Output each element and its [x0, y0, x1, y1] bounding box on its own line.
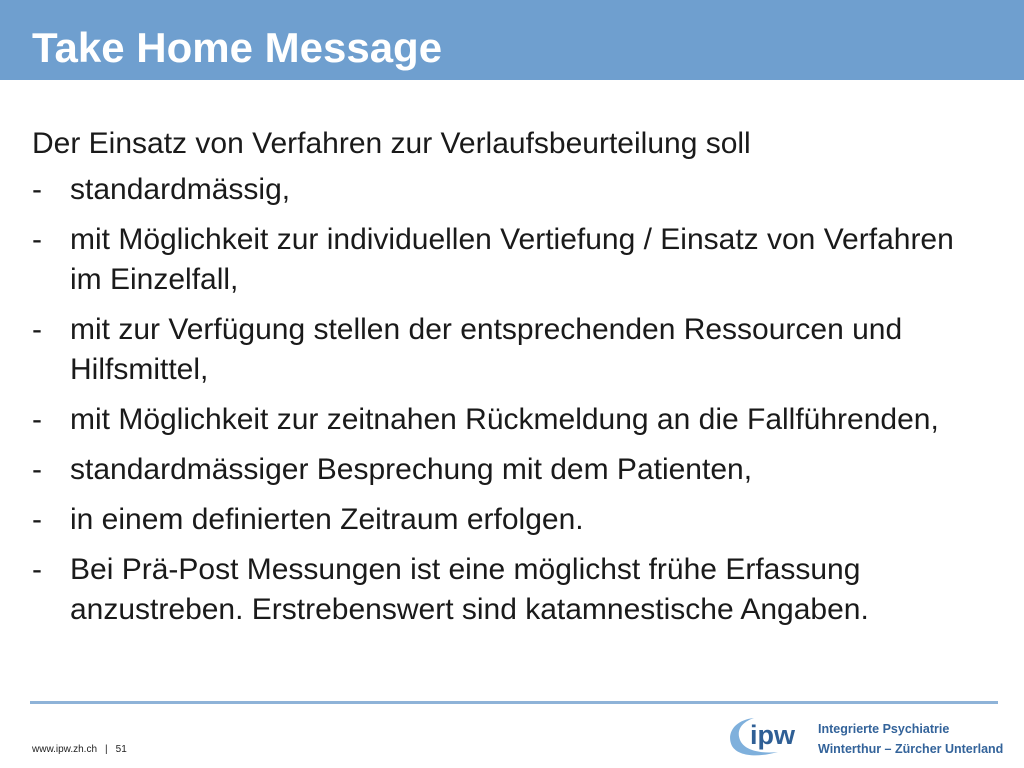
intro-text: Der Einsatz von Verfahren zur Verlaufsbeurteilung soll: [32, 127, 751, 160]
bullet-item: [32, 550, 992, 630]
dash-marker: -: [32, 313, 42, 346]
footer-separator: |: [105, 744, 108, 755]
bullet-item: [32, 450, 992, 490]
bullet-item: [32, 400, 992, 440]
bullet-text: standardmässig,: [70, 173, 291, 206]
bullet-text: standardmässiger Besprechung mit dem Patienten,: [70, 453, 753, 486]
dash-marker: -: [32, 403, 42, 436]
ipw-logo: [726, 712, 1006, 760]
footer: [32, 744, 127, 755]
dash-marker: -: [32, 503, 42, 536]
dash-marker: -: [32, 453, 42, 486]
page-number: 51: [115, 744, 127, 755]
slide-body: [32, 124, 992, 640]
bullet-item: [32, 170, 992, 210]
dash-marker: -: [32, 223, 42, 256]
bullet-text: mit Möglichkeit zur zeitnahen Rückmeldung an die Fallführenden,: [70, 403, 939, 436]
logo-mark-text: ipw: [750, 720, 795, 750]
slide-title: Take Home Message: [32, 24, 443, 71]
bullet-item: [32, 220, 992, 300]
footer-divider: [30, 701, 998, 704]
logo-line-2: Winterthur – Zürcher Unterland: [818, 742, 1004, 756]
ipw-logo-mark-icon: [726, 712, 814, 760]
dash-marker: -: [32, 553, 42, 586]
bullet-text: Bei Prä-Post Messungen ist eine möglichst frühe Erfassung anzustreben. Erstrebenswert sind katamnestische Angaben.: [70, 553, 869, 626]
logo-line-1: Integrierte Psychiatrie: [818, 722, 950, 736]
bullet-item: [32, 500, 992, 540]
bullet-text: mit Möglichkeit zur individuellen Vertiefung / Einsatz von Verfahren im Einzelfall,: [70, 223, 954, 296]
bullet-text: in einem definierten Zeitraum erfolgen.: [70, 503, 584, 536]
bullet-text: mit zur Verfügung stellen der entsprechenden Ressourcen und Hilfsmittel,: [70, 313, 903, 386]
footer-url[interactable]: www.ipw.zh.ch: [32, 744, 98, 755]
bullet-item: [32, 310, 992, 390]
dash-marker: -: [32, 173, 42, 206]
bullet-list: [32, 170, 992, 630]
